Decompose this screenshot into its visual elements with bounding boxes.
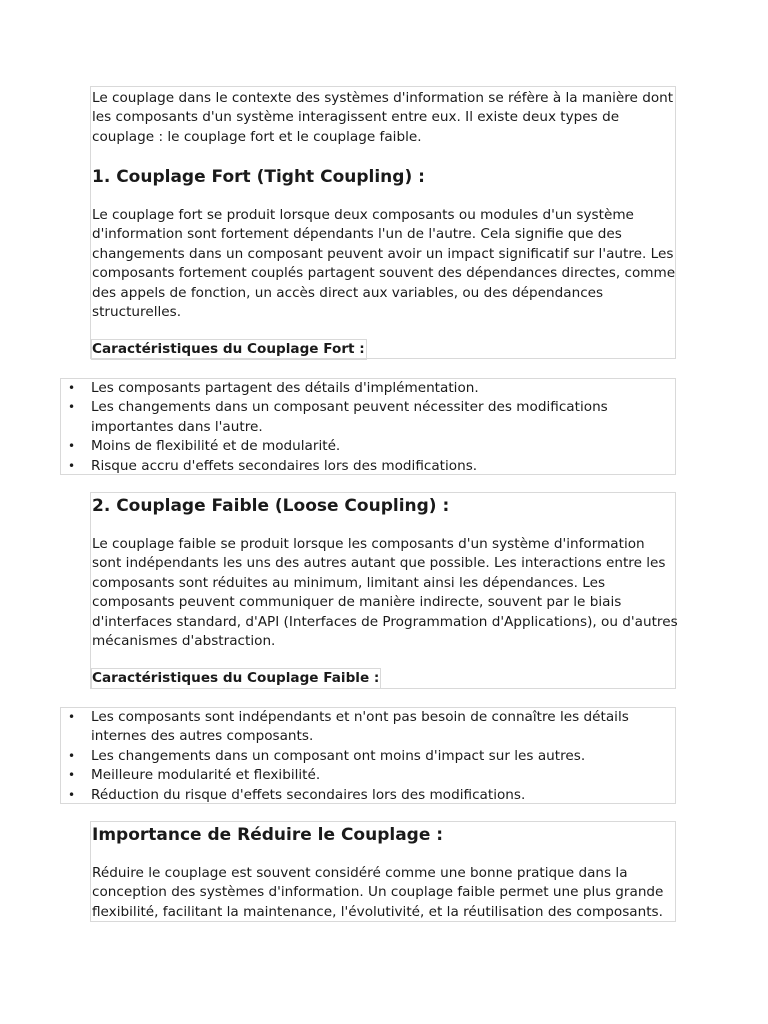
bullet-icon: • — [68, 710, 76, 724]
bullet-icon: • — [68, 439, 76, 454]
list-item: • Meilleure modularité et flexibilité. — [61, 766, 675, 785]
section-faible-list — [61, 708, 675, 805]
list-item: • Les composants partagent des détails d'implémentation. — [61, 379, 675, 398]
section-fort-body: Le couplage fort se produit lorsque deux composants ou modules d'un système d'information sont fortement dépendants l'un de l'autre. Cela signifie que des changements dans un composant peuvent avoir un impact significatif sur l'autre. Les composants fortement couplés partagent souvent des dépendances directes, comme des appels de fonction, un accès direct aux variables, ou des dépendances structurelles. — [92, 207, 676, 321]
section-faible-body: Le couplage faible se produit lorsque les composants d'un système d'information sont indépendants les uns des autres autant que possible. Les interactions entre les composants sont réduites au minimum, limitant ainsi les dépendances. Les composants peuvent communiquer de manière indirecte, souvent par le biais d'interfaces standard, d'API (Interfaces de Programmation d'Applications), ou d'autres mécanismes d'abstraction. — [92, 536, 678, 650]
bullet-icon: • — [68, 400, 76, 415]
section-importance-body: Réduire le couplage est souvent considéré comme une bonne pratique dans la conception des systèmes d'information. Un couplage faible permet une plus grande flexibilité, facilitant la maintenance, l'évolutivité, et la réutilisation des composants. — [92, 865, 664, 920]
section-fort-list-box — [60, 378, 676, 475]
bullet-icon: • — [68, 748, 76, 763]
list-item: • Risque accru d'effets secondaires lors des modifications. — [61, 457, 675, 476]
section-faible-subheading: Caractéristiques du Couplage Faible : — [91, 668, 381, 689]
section-importance-box — [90, 821, 676, 922]
bullet-icon: • — [68, 381, 76, 395]
bullet-icon: • — [68, 458, 76, 473]
bullet-icon: • — [68, 787, 76, 802]
bullet-icon: • — [68, 768, 76, 783]
section-fort-list — [61, 379, 675, 476]
section-fort-box — [90, 86, 676, 359]
list-item: • Les changements dans un composant peuvent nécessiter des modifications importantes dans l'autre. — [68, 399, 608, 435]
section-fort-title: 1. Couplage Fort (Tight Coupling) : — [92, 167, 425, 187]
section-fort-subheading: Caractéristiques du Couplage Fort : — [91, 339, 367, 360]
section-faible-box — [90, 492, 676, 689]
list-item: • Les changements dans un composant ont moins d'impact sur les autres. — [61, 747, 675, 766]
section-faible-list-box — [60, 707, 676, 804]
intro-paragraph: Le couplage dans le contexte des systèmes d'information se réfère à la manière dont les composants d'un système interagissent entre eux. Il existe deux types de couplage : le couplage fort et le couplage faible. — [92, 90, 674, 145]
list-item: • Réduction du risque d'effets secondaires lors des modifications. — [61, 786, 675, 805]
section-faible-title: 2. Couplage Faible (Loose Coupling) : — [92, 496, 450, 516]
list-item: • Les composants sont indépendants et n'ont pas besoin de connaître les détails internes des autres composants. — [68, 709, 629, 745]
list-item: • Moins de flexibilité et de modularité. — [61, 437, 675, 456]
section-importance-title: Importance de Réduire le Couplage : — [92, 825, 444, 845]
